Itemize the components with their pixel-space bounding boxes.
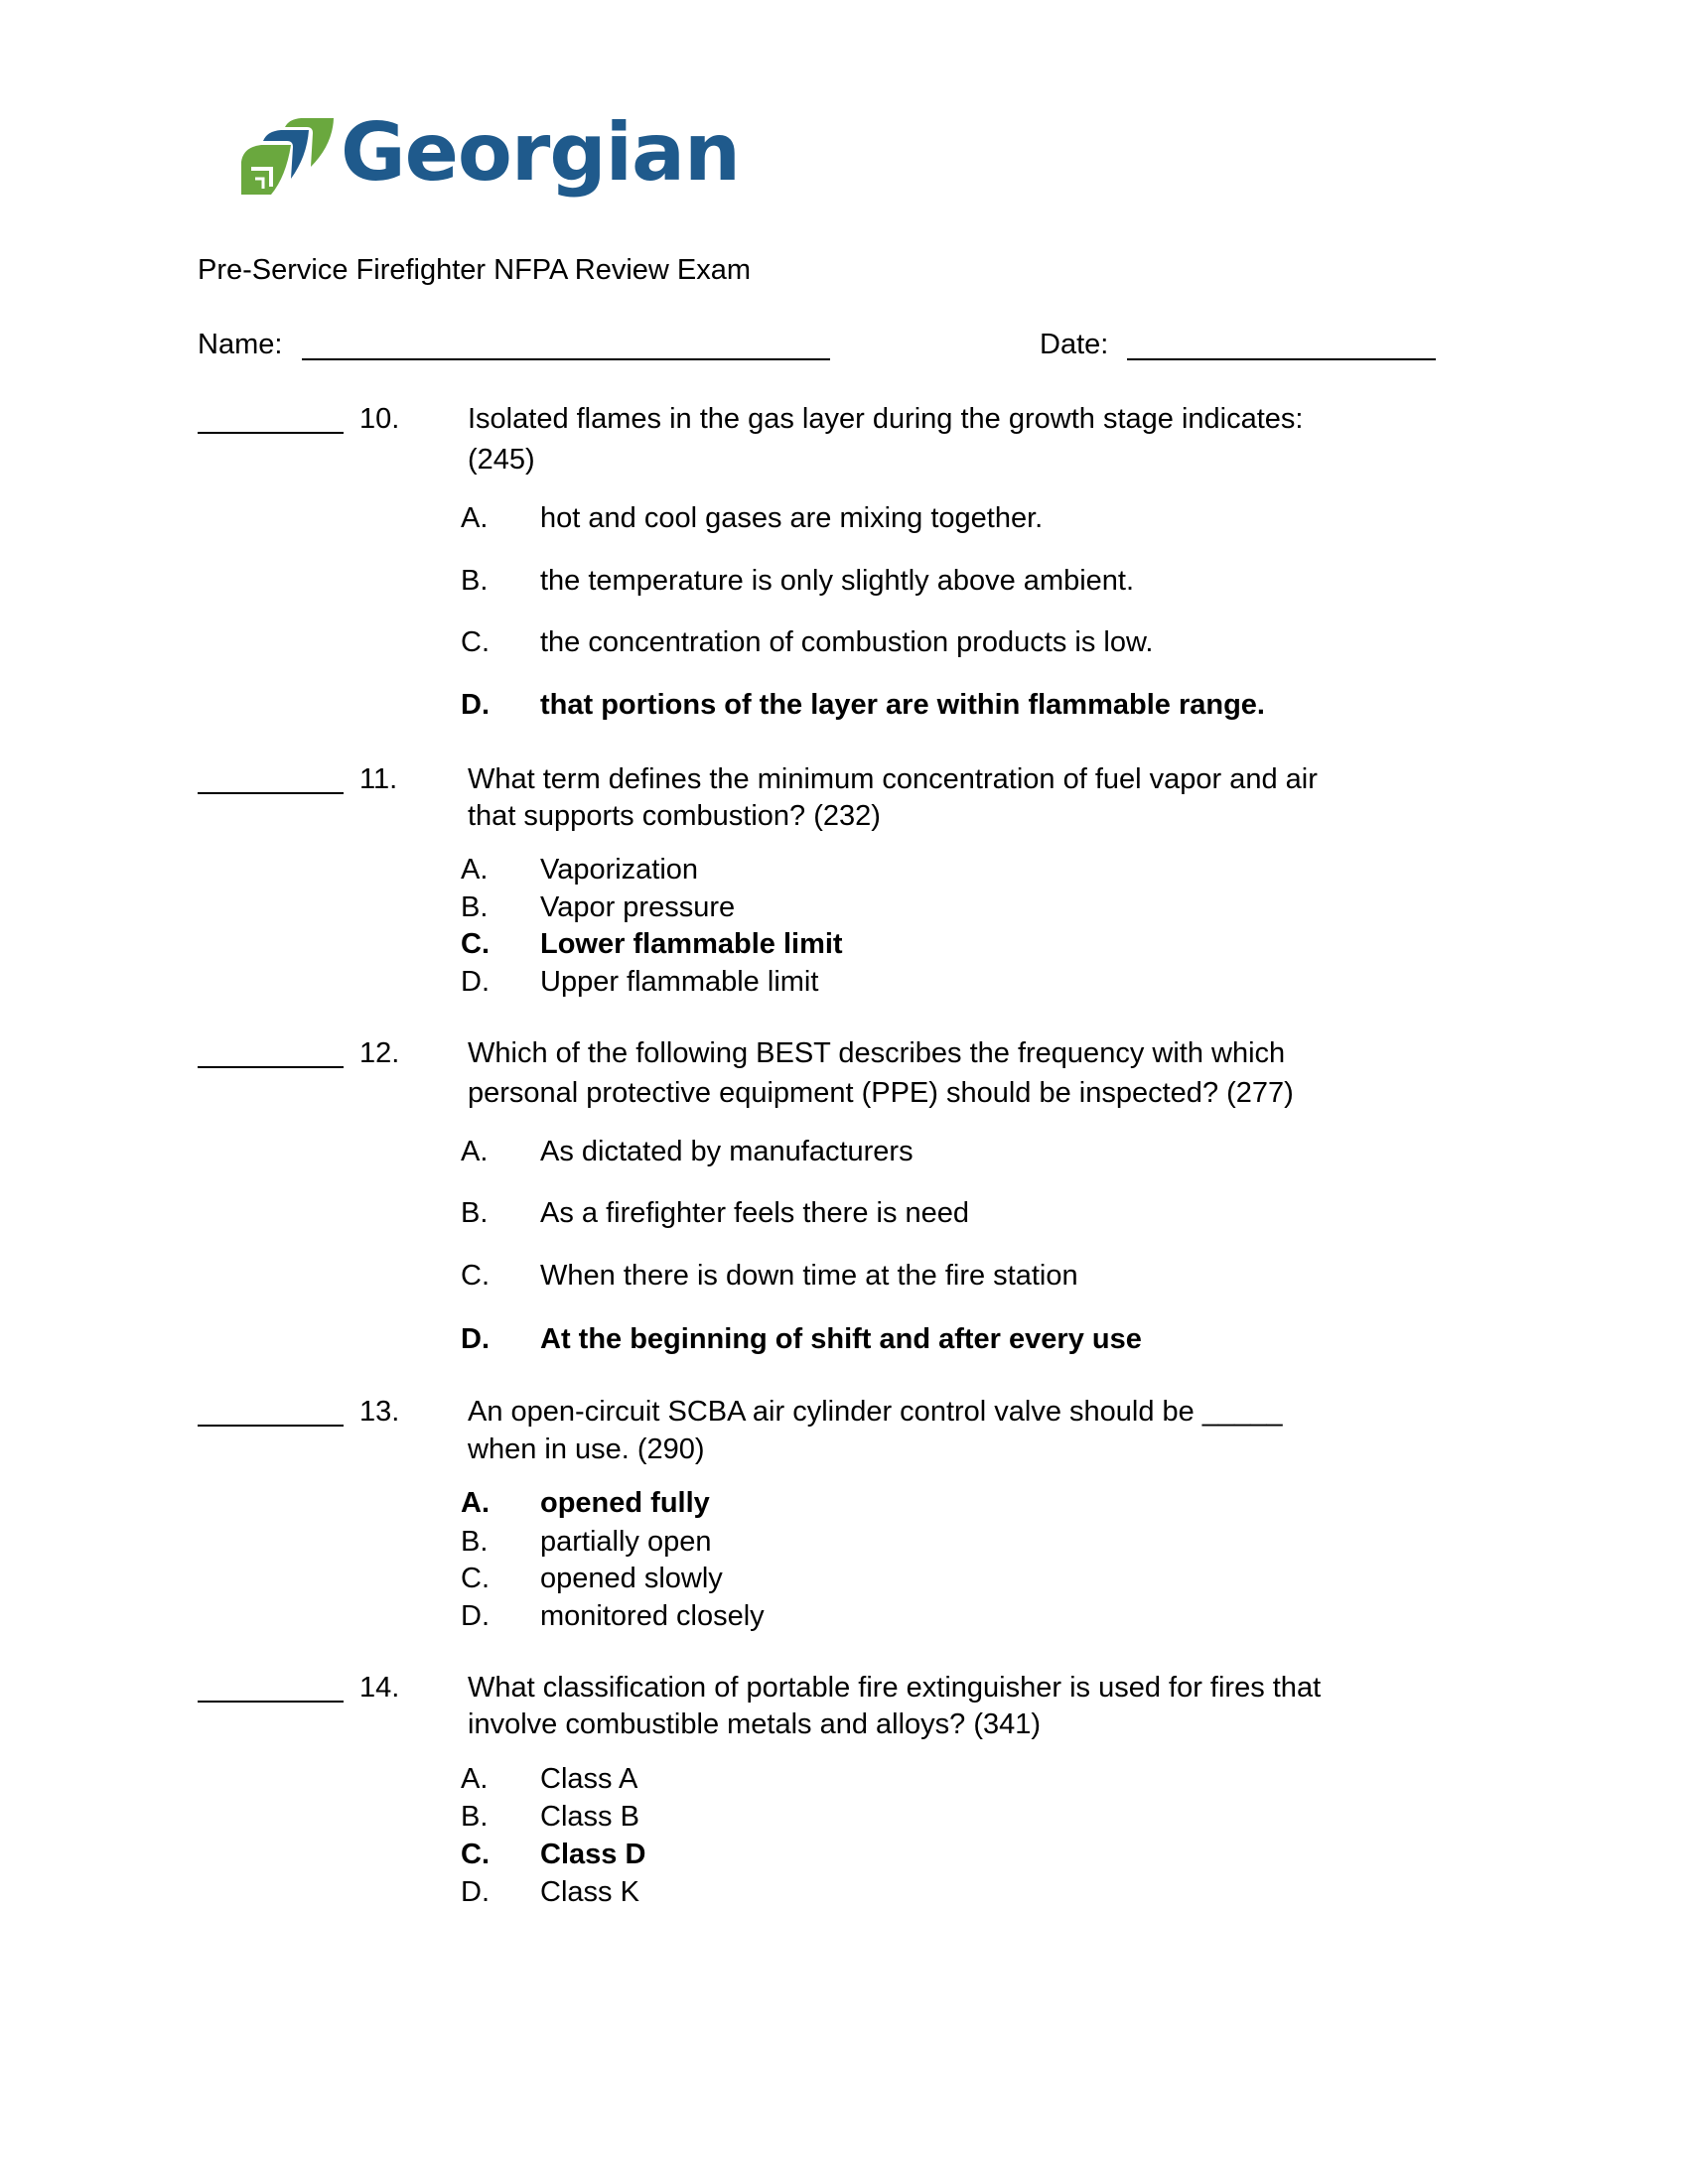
- logo-mark-icon: [241, 117, 336, 197]
- question-text: What term defines the minimum concentration of fuel vapor and air: [468, 763, 1318, 795]
- answer-letter: A.: [461, 502, 489, 534]
- answer-letter: C.: [461, 626, 490, 658]
- answer-letter: D.: [461, 1600, 490, 1632]
- answer-letter: A.: [461, 1487, 490, 1519]
- answer-option: the concentration of combustion products is low.: [540, 626, 1154, 658]
- answer-option: As a firefighter feels there is need: [540, 1197, 970, 1229]
- answer-letter: D.: [461, 1876, 490, 1908]
- answer-blank[interactable]: [198, 792, 344, 794]
- answer-letter: A.: [461, 1136, 489, 1167]
- answer-option: Vaporization: [540, 854, 699, 886]
- answer-option: Upper flammable limit: [540, 966, 819, 998]
- answer-option-correct: Lower flammable limit: [540, 928, 843, 960]
- question-number: 14.: [359, 1672, 400, 1704]
- answer-option: As dictated by manufacturers: [540, 1136, 914, 1167]
- answer-option: hot and cool gases are mixing together.: [540, 502, 1044, 534]
- answer-letter: A.: [461, 1763, 489, 1795]
- answer-letter: C.: [461, 1839, 490, 1870]
- answer-option: monitored closely: [540, 1600, 765, 1632]
- question-text: when in use. (290): [468, 1433, 705, 1465]
- answer-letter: A.: [461, 854, 489, 886]
- answer-blank[interactable]: [198, 432, 344, 434]
- logo-wordmark: Georgian: [341, 106, 740, 199]
- answer-blank[interactable]: [198, 1701, 344, 1703]
- question-text: What classification of portable fire extinguisher is used for fires that: [468, 1672, 1322, 1704]
- question-text: personal protective equipment (PPE) should be inspected? (277): [468, 1077, 1294, 1109]
- question-text: An open-circuit SCBA air cylinder control valve should be _____: [468, 1396, 1283, 1428]
- question-text: involve combustible metals and alloys? (341): [468, 1708, 1042, 1740]
- name-field[interactable]: [302, 358, 830, 360]
- date-label: Date:: [1040, 329, 1109, 360]
- answer-option-correct: Class D: [540, 1839, 646, 1870]
- question-number: 12.: [359, 1037, 400, 1069]
- answer-blank[interactable]: [198, 1425, 344, 1427]
- question-text: (245): [468, 444, 535, 476]
- date-field[interactable]: [1127, 358, 1436, 360]
- answer-option: Class A: [540, 1763, 638, 1795]
- question-text: that supports combustion? (232): [468, 800, 881, 832]
- answer-option: Class B: [540, 1801, 639, 1833]
- answer-letter: B.: [461, 891, 489, 923]
- answer-blank[interactable]: [198, 1066, 344, 1068]
- answer-letter: C.: [461, 1563, 490, 1594]
- answer-letter: D.: [461, 966, 490, 998]
- question-text: Isolated flames in the gas layer during the growth stage indicates:: [468, 403, 1304, 435]
- answer-option: When there is down time at the fire station: [540, 1260, 1078, 1292]
- answer-letter: C.: [461, 928, 490, 960]
- answer-letter: B.: [461, 565, 489, 597]
- question-number: 10.: [359, 403, 400, 435]
- answer-letter: B.: [461, 1197, 489, 1229]
- answer-option-correct: opened fully: [540, 1487, 710, 1519]
- answer-option: Vapor pressure: [540, 891, 736, 923]
- question-text: Which of the following BEST describes the frequency with which: [468, 1037, 1286, 1069]
- answer-letter: C.: [461, 1260, 490, 1292]
- answer-option: Class K: [540, 1876, 639, 1908]
- answer-letter: B.: [461, 1801, 489, 1833]
- answer-option: opened slowly: [540, 1563, 723, 1594]
- answer-letter: D.: [461, 689, 490, 721]
- name-label: Name:: [198, 329, 283, 360]
- georgian-logo: [241, 106, 740, 205]
- answer-option-correct: that portions of the layer are within flammable range.: [540, 689, 1265, 721]
- answer-letter: B.: [461, 1526, 489, 1558]
- question-number: 11.: [359, 763, 398, 795]
- answer-option: partially open: [540, 1526, 712, 1558]
- answer-option-correct: At the beginning of shift and after every use: [540, 1323, 1142, 1355]
- exam-title: Pre-Service Firefighter NFPA Review Exam: [198, 254, 752, 286]
- answer-option: the temperature is only slightly above ambient.: [540, 565, 1135, 597]
- answer-letter: D.: [461, 1323, 490, 1355]
- question-number: 13.: [359, 1396, 400, 1428]
